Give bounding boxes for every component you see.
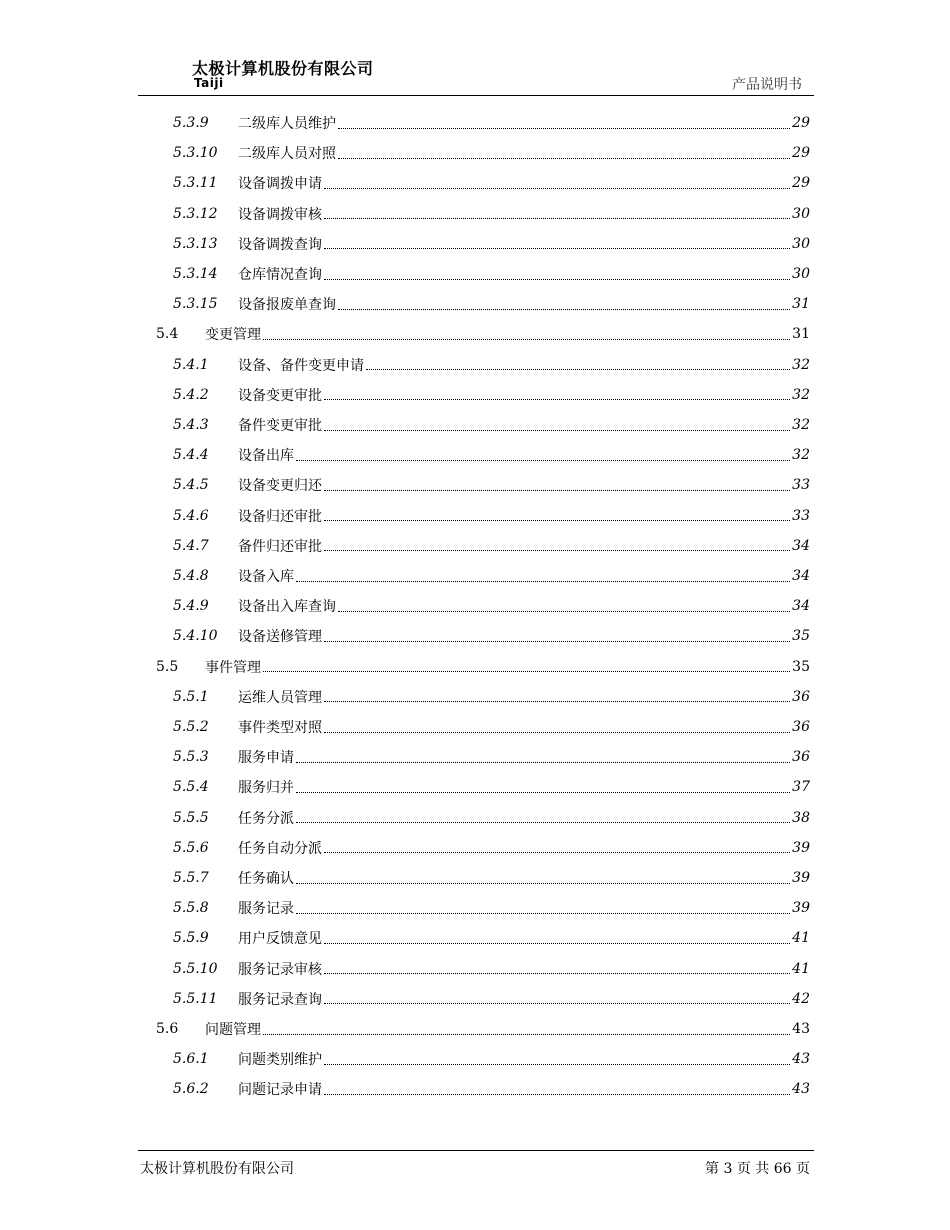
toc-entry-number: 5.5.2 — [173, 719, 209, 735]
header-divider — [138, 95, 814, 96]
toc-entry[interactable] — [173, 203, 810, 225]
toc-entry-number: 5.5.8 — [173, 900, 209, 917]
toc-dot-leader — [324, 852, 790, 853]
toc-entry[interactable] — [173, 776, 810, 798]
toc-dot-leader — [338, 309, 790, 310]
toc-entry-page: 43 — [792, 1021, 810, 1037]
toc-entry[interactable] — [173, 867, 810, 889]
toc-entry-page: 33 — [792, 477, 810, 494]
toc-dot-leader — [324, 1094, 790, 1095]
toc-entry[interactable] — [173, 112, 810, 134]
toc-entry-page: 39 — [792, 870, 810, 886]
footer-company: 太极计算机股份有限公司 — [140, 1161, 294, 1177]
toc-entry[interactable] — [156, 1018, 810, 1040]
toc-dot-leader — [263, 671, 790, 672]
toc-dot-leader — [324, 943, 790, 944]
toc-entry[interactable] — [173, 988, 810, 1010]
toc-entry-page: 31 — [792, 296, 810, 313]
toc-entry[interactable] — [173, 354, 810, 376]
toc-entry-number: 5.4.4 — [173, 447, 209, 464]
toc-entry[interactable] — [173, 414, 810, 436]
toc-entry-title: 设备调拨审核 — [238, 206, 322, 223]
toc-entry-title: 备件归还审批 — [238, 538, 322, 555]
toc-entry-title: 设备出库 — [238, 448, 294, 465]
toc-entry-number: 5.4.1 — [173, 356, 209, 373]
toc-dot-leader — [324, 399, 790, 400]
toc-dot-leader — [263, 1034, 790, 1035]
toc-entry-number: 5.4.3 — [173, 417, 209, 433]
toc-dot-leader — [366, 369, 790, 370]
toc-dot-leader — [338, 128, 790, 129]
toc-entry[interactable] — [173, 716, 810, 738]
toc-entry[interactable] — [173, 625, 810, 647]
toc-entry-number: 5.3.9 — [173, 115, 209, 131]
toc-entry-title: 事件管理 — [205, 659, 261, 676]
toc-entry-page: 29 — [792, 175, 810, 192]
toc-dot-leader — [338, 158, 790, 159]
toc-dot-leader — [296, 762, 790, 763]
toc-entry-page: 31 — [792, 326, 810, 343]
toc-entry-page: 43 — [792, 1051, 810, 1068]
toc-dot-leader — [324, 490, 790, 491]
toc-entry-title: 问题管理 — [205, 1022, 261, 1038]
toc-dot-leader — [296, 883, 790, 884]
toc-entry-number: 5.5.6 — [173, 839, 209, 856]
toc-entry-number: 5.5.11 — [173, 990, 218, 1007]
footer-divider — [138, 1150, 814, 1151]
toc-dot-leader — [324, 188, 790, 189]
toc-entry-page: 36 — [792, 688, 810, 705]
toc-entry[interactable] — [173, 1078, 810, 1100]
toc-entry-title: 服务记录审核 — [238, 961, 322, 978]
toc-entry-title: 变更管理 — [205, 327, 261, 344]
toc-entry-page: 36 — [792, 749, 810, 766]
toc-dot-leader — [296, 460, 790, 461]
toc-entry-title: 服务记录 — [238, 901, 294, 918]
toc-entry-title: 设备、备件变更申请 — [238, 357, 364, 374]
toc-entry-number: 5.4 — [156, 326, 179, 343]
toc-entry-title: 设备送修管理 — [238, 629, 322, 646]
footer-page-number: 第 3 页 共 66 页 — [705, 1161, 810, 1177]
toc-entry-title: 任务自动分派 — [238, 840, 322, 857]
toc-dot-leader — [296, 792, 790, 793]
toc-entry-number: 5.6 — [156, 1021, 179, 1037]
toc-entry-number: 5.5.1 — [173, 688, 209, 705]
toc-entry[interactable] — [156, 323, 810, 345]
toc-entry-title: 用户反馈意见 — [238, 931, 322, 948]
toc-dot-leader — [324, 430, 790, 431]
toc-entry-page: 33 — [792, 507, 810, 524]
toc-entry-page: 32 — [792, 356, 810, 373]
toc-entry-page: 43 — [792, 1081, 810, 1098]
toc-dot-leader — [324, 641, 790, 642]
toc-entry[interactable] — [173, 505, 810, 527]
toc-entry-number: 5.5.7 — [173, 870, 209, 886]
toc-entry-title: 服务记录查询 — [238, 991, 322, 1008]
toc-entry-number: 5.5.10 — [173, 960, 218, 977]
page-footer — [138, 1150, 814, 1180]
toc-entry-title: 设备入库 — [238, 569, 294, 585]
toc-entry[interactable] — [173, 233, 810, 255]
toc-entry-number: 5.4.8 — [173, 568, 209, 584]
toc-dot-leader — [296, 822, 790, 823]
page-header — [138, 52, 814, 96]
toc-entry-number: 5.3.10 — [173, 145, 218, 162]
toc-entry-title: 设备报废单查询 — [238, 297, 336, 314]
toc-entry-number: 5.5.5 — [173, 809, 209, 826]
toc-entry-title: 设备变更归还 — [238, 478, 322, 495]
toc-entry[interactable] — [173, 444, 810, 466]
toc-entry-page: 39 — [792, 900, 810, 917]
toc-entry-page: 29 — [792, 115, 810, 131]
toc-dot-leader — [324, 1003, 790, 1004]
toc-entry-number: 5.6.1 — [173, 1051, 209, 1068]
toc-dot-leader — [324, 701, 790, 702]
toc-entry-page: 34 — [792, 537, 810, 554]
toc-entry[interactable] — [156, 656, 810, 678]
toc-entry[interactable] — [173, 927, 810, 949]
toc-entry-title: 任务分派 — [238, 810, 294, 827]
toc-entry-title: 设备调拨申请 — [238, 176, 322, 193]
toc-dot-leader — [324, 550, 790, 551]
toc-entry-title: 备件变更审批 — [238, 418, 322, 434]
toc-entry[interactable] — [173, 384, 810, 406]
toc-entry[interactable] — [173, 565, 810, 587]
toc-entry-title: 设备出入库查询 — [238, 599, 336, 616]
toc-entry-title: 设备调拨查询 — [238, 236, 322, 253]
toc-entry-page: 36 — [792, 719, 810, 735]
toc-entry-page: 34 — [792, 598, 810, 615]
toc-entry-page: 38 — [792, 809, 810, 826]
toc-entry-number: 5.3.14 — [173, 266, 218, 282]
toc-entry-number: 5.5 — [156, 658, 179, 675]
toc-entry[interactable] — [173, 172, 810, 194]
toc-entry-page: 35 — [792, 628, 810, 645]
toc-entry-number: 5.3.11 — [173, 175, 218, 192]
toc-entry-title: 事件类型对照 — [238, 720, 322, 736]
toc-entry[interactable] — [173, 807, 810, 829]
toc-entry-title: 二级库人员维护 — [238, 116, 336, 132]
toc-entry-number: 5.4.10 — [173, 628, 218, 645]
toc-entry-page: 41 — [792, 930, 810, 947]
toc-entry[interactable] — [173, 958, 810, 980]
document-type: 产品说明书 — [732, 77, 802, 93]
toc-entry-page: 32 — [792, 447, 810, 464]
toc-entry-page: 32 — [792, 417, 810, 433]
toc-dot-leader — [324, 973, 790, 974]
toc-entry-title: 设备变更审批 — [238, 387, 322, 404]
toc-entry[interactable] — [173, 293, 810, 315]
toc-entry-number: 5.3.15 — [173, 296, 218, 313]
toc-dot-leader — [338, 611, 790, 612]
toc-entry[interactable] — [173, 686, 810, 708]
toc-entry-page: 30 — [792, 266, 810, 282]
toc-entry-number: 5.5.9 — [173, 930, 209, 947]
toc-entry[interactable] — [173, 595, 810, 617]
toc-entry-number: 5.4.2 — [173, 386, 209, 403]
toc-dot-leader — [263, 339, 790, 340]
toc-dot-leader — [324, 732, 790, 733]
company-logo-en: Taiji — [194, 76, 224, 90]
toc-dot-leader — [296, 581, 790, 582]
toc-entry[interactable] — [173, 746, 810, 768]
toc-entry-number: 5.4.5 — [173, 477, 209, 494]
toc-entry-number: 5.4.6 — [173, 507, 209, 524]
toc-entry[interactable] — [173, 142, 810, 164]
toc-entry-page: 39 — [792, 839, 810, 856]
toc-entry-number: 5.3.12 — [173, 205, 218, 222]
toc-dot-leader — [324, 279, 790, 280]
company-logo-cn: 太极计算机股份有限公司 — [192, 59, 374, 78]
toc-dot-leader — [324, 248, 790, 249]
toc-entry-page: 35 — [792, 658, 810, 675]
toc-entry-title: 服务归并 — [238, 780, 294, 797]
toc-entry-number: 5.6.2 — [173, 1081, 209, 1098]
toc-entry-title: 服务申请 — [238, 750, 294, 767]
toc-entry-page: 37 — [792, 779, 810, 796]
toc-entry-title: 问题类别维护 — [238, 1052, 322, 1069]
toc-entry[interactable] — [173, 535, 810, 557]
toc-dot-leader — [324, 520, 790, 521]
toc-entry[interactable] — [173, 837, 810, 859]
toc-entry-page: 30 — [792, 235, 810, 252]
toc-entry-number: 5.4.7 — [173, 537, 209, 554]
toc-entry-title: 二级库人员对照 — [238, 146, 336, 163]
toc-entry-title: 问题记录申请 — [238, 1082, 322, 1099]
toc-dot-leader — [324, 1064, 790, 1065]
toc-entry-page: 41 — [792, 960, 810, 977]
toc-entry[interactable] — [173, 897, 810, 919]
toc-entry-number: 5.3.13 — [173, 235, 218, 252]
toc-entry-page: 29 — [792, 145, 810, 162]
toc-entry[interactable] — [173, 263, 810, 285]
toc-entry[interactable] — [173, 1048, 810, 1070]
toc-entry-page: 32 — [792, 386, 810, 403]
toc-entry-title: 运维人员管理 — [238, 689, 322, 706]
toc-entry-page: 30 — [792, 205, 810, 222]
toc-entry-page: 34 — [792, 568, 810, 584]
toc-entry-number: 5.5.3 — [173, 749, 209, 766]
toc-entry[interactable] — [173, 474, 810, 496]
toc-entry-number: 5.5.4 — [173, 779, 209, 796]
toc-entry-title: 仓库情况查询 — [238, 267, 322, 283]
toc-entry-page: 42 — [792, 990, 810, 1007]
toc-entry-title: 任务确认 — [238, 871, 294, 887]
toc-dot-leader — [296, 913, 790, 914]
toc-entry-title: 设备归还审批 — [238, 508, 322, 525]
toc-entry-number: 5.4.9 — [173, 598, 209, 615]
toc-dot-leader — [324, 218, 790, 219]
